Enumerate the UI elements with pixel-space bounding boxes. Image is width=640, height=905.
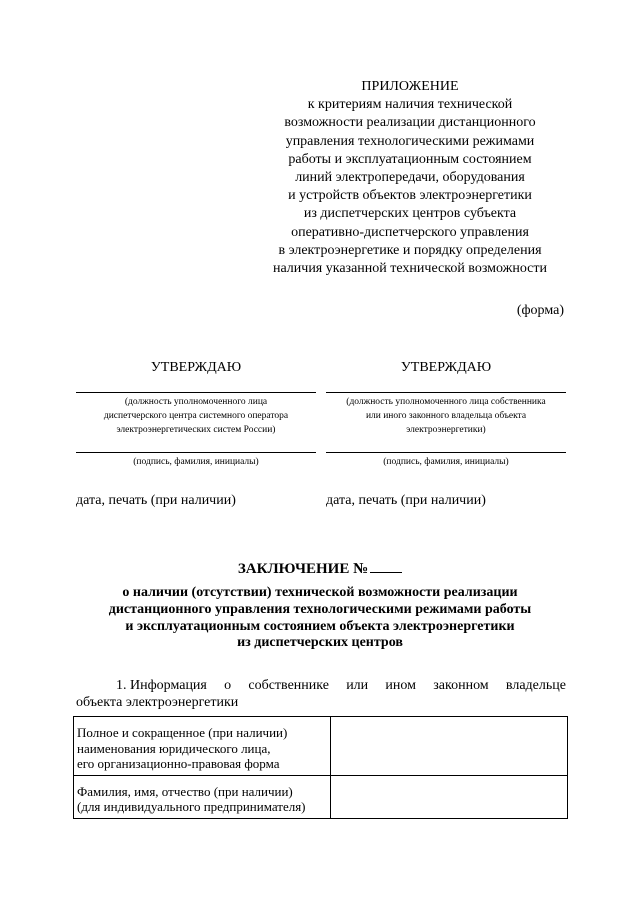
- label-line: Полное и сокращенное (при наличии): [77, 725, 288, 740]
- conclusion-subtitle: [0, 585, 640, 652]
- subtitle-line: о наличии (отсутствии) технической возможности реализации: [122, 585, 518, 600]
- appendix-line: возможности реализации дистанционного: [284, 115, 536, 131]
- section-1-line-1: [76, 678, 566, 695]
- row-value-legal-entity[interactable]: [331, 717, 568, 776]
- word: собственнике: [248, 678, 329, 693]
- form-label: (форма): [516, 303, 564, 318]
- word: владельце: [505, 678, 566, 693]
- label-line: его организационно-правовая форма: [77, 756, 280, 771]
- appendix-line: оперативно-диспетчерского управления: [291, 224, 529, 240]
- label-line: Фамилия, имя, отчество (при наличии): [77, 783, 293, 799]
- subtitle-line: и эксплуатационным состоянием объекта электроэнергетики: [125, 618, 515, 634]
- approve-block-left: [76, 360, 316, 469]
- conclusion-title: [0, 560, 640, 578]
- word: ином: [385, 678, 416, 693]
- caption-line: (должность уполномоченного лица: [124, 397, 268, 407]
- section-1-heading: [76, 678, 566, 711]
- table-row: [74, 775, 568, 818]
- table-row: [74, 717, 568, 776]
- row-label-legal-entity: [74, 717, 331, 776]
- approve-block-right: [326, 360, 566, 469]
- appendix-header: [250, 78, 570, 278]
- signature-line[interactable]: [326, 452, 566, 453]
- appendix-line: из диспетчерских центров субъекта: [303, 206, 517, 222]
- word: 1. Информация: [116, 678, 207, 693]
- subtitle-line: из диспетчерских центров: [237, 635, 403, 651]
- subtitle-line: дистанционного управления технологическими режимами работы: [108, 601, 532, 617]
- date-stamp-left: дата, печать (при наличии): [76, 493, 236, 508]
- conclusion-title-text: ЗАКЛЮЧЕНИЕ №: [237, 561, 369, 577]
- section-1-line-2: объекта электроэнергетики: [76, 694, 239, 710]
- appendix-line: к критериям наличия технической: [307, 97, 513, 113]
- word: о: [224, 678, 232, 693]
- appendix-line: линий электропередачи, оборудования: [295, 170, 525, 186]
- position-line[interactable]: [326, 380, 566, 393]
- appendix-line: в электроэнергетике и порядку определения: [278, 242, 542, 258]
- date-stamp-right: дата, печать (при наличии): [326, 493, 486, 508]
- caption-line: электроэнергетических систем России): [116, 425, 276, 435]
- caption-line: или иного законного владельца объекта: [365, 411, 527, 421]
- label-line: (для индивидуального предпринимателя): [77, 799, 306, 814]
- appendix-title: ПРИЛОЖЕНИЕ: [361, 79, 459, 94]
- position-caption: [326, 395, 566, 437]
- word: законном: [433, 678, 489, 693]
- appendix-line: наличия указанной технической возможности: [272, 261, 548, 277]
- label-line: наименования юридического лица,: [77, 740, 271, 756]
- row-value-entrepreneur[interactable]: [331, 775, 568, 818]
- caption-line: (должность уполномоченного лица собственника: [346, 397, 546, 407]
- caption-line: электроэнергетики): [406, 425, 486, 435]
- signature-line[interactable]: [76, 452, 316, 453]
- row-label-entrepreneur: [74, 775, 331, 818]
- appendix-line: и устройств объектов электроэнергетики: [288, 188, 532, 204]
- approve-title: УТВЕРЖДАЮ: [150, 360, 242, 375]
- position-line[interactable]: [76, 380, 316, 393]
- word: или: [346, 678, 369, 693]
- signature-caption: (подпись, фамилия, инициалы): [133, 457, 259, 467]
- appendix-line: управления технологическими режимами: [285, 133, 535, 149]
- owner-info-table: [73, 716, 568, 819]
- signature-caption: (подпись, фамилия, инициалы): [383, 457, 509, 467]
- position-caption: [76, 395, 316, 437]
- conclusion-number-blank[interactable]: [370, 560, 402, 573]
- appendix-line: работы и эксплуатационным состоянием: [288, 151, 532, 167]
- caption-line: диспетчерского центра системного оператора: [103, 411, 289, 421]
- approve-title: УТВЕРЖДАЮ: [400, 360, 492, 375]
